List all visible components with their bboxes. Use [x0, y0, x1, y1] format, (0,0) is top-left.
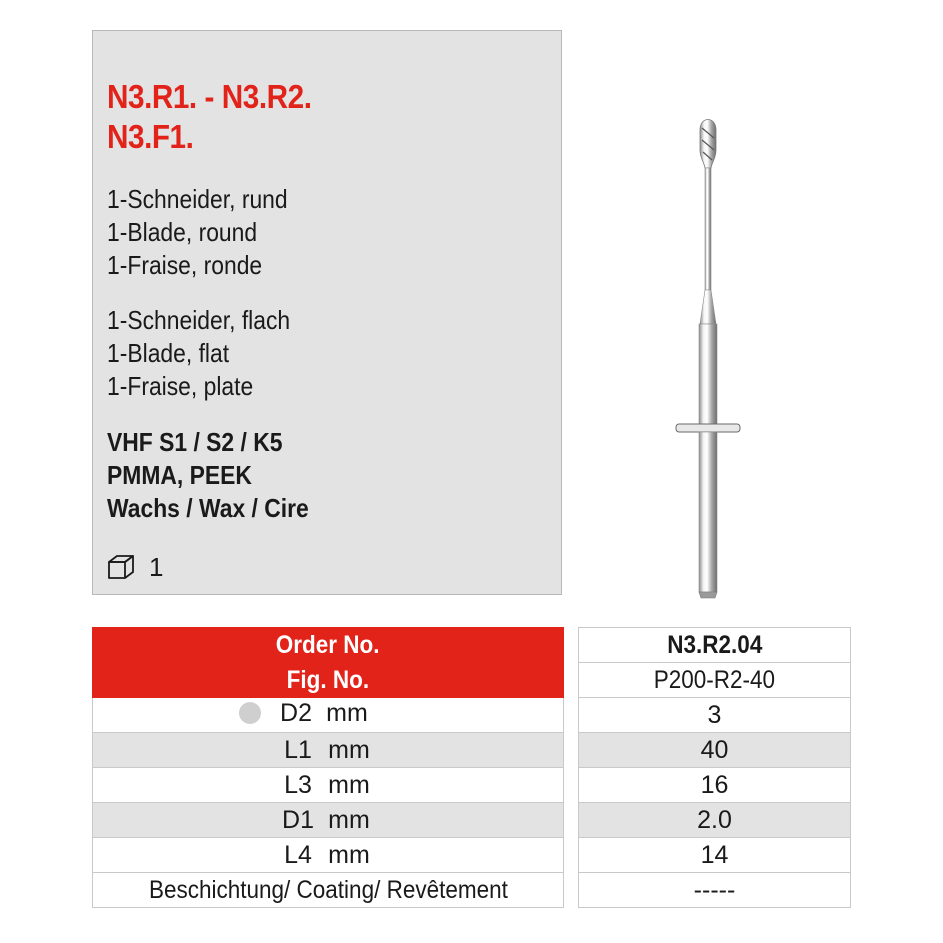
box-icon — [107, 554, 135, 580]
description-line: 1-Fraise, plate — [107, 371, 254, 401]
dimension-value: 14 — [579, 838, 851, 873]
description-line: 1-Blade, round — [107, 217, 258, 247]
table-row — [93, 768, 564, 803]
fig-no-value: P200-R2-40 — [579, 663, 851, 698]
table-row — [93, 733, 564, 768]
order-no-value: N3.R2.04 — [579, 628, 851, 663]
table-row — [93, 698, 564, 733]
description-line: 1-Schneider, rund — [107, 184, 288, 214]
material-line: PMMA, PEEK — [107, 460, 252, 490]
material-line: Wachs / Wax / Cire — [107, 493, 309, 523]
table-header-row — [93, 628, 564, 663]
package-quantity — [107, 549, 163, 585]
dimension-value: 3 — [579, 698, 851, 733]
table-row — [93, 873, 564, 908]
dimension-symbol: L1 — [284, 735, 312, 764]
package-quantity-value: 1 — [149, 551, 164, 582]
diameter-dot-icon — [239, 702, 261, 724]
milling-tool-image — [672, 110, 744, 610]
description-line: 1-Blade, flat — [107, 338, 230, 368]
dimension-unit: mm — [326, 698, 368, 727]
table-row — [93, 838, 564, 873]
dimension-unit: mm — [328, 735, 370, 764]
dimension-symbol: D1 — [282, 805, 314, 834]
dimension-symbol: D2 — [280, 698, 312, 727]
product-title-line1: N3.R1. - N3.R2. — [107, 78, 312, 115]
table-header-row — [93, 663, 564, 698]
order-no-header: Order No. — [93, 628, 564, 663]
dimension-unit: mm — [328, 805, 370, 834]
materials-list — [107, 426, 309, 525]
table-row — [93, 803, 564, 838]
dimension-value: 40 — [579, 733, 851, 768]
dimension-value: 16 — [579, 768, 851, 803]
description-round — [107, 183, 288, 282]
material-line: VHF S1 / S2 / K5 — [107, 427, 283, 457]
fig-no-header: Fig. No. — [93, 663, 564, 698]
spec-value-table — [578, 627, 851, 908]
description-flat — [107, 304, 290, 403]
description-line: 1-Fraise, ronde — [107, 250, 263, 280]
dimension-value: 2.0 — [579, 803, 851, 838]
dimension-symbol: L3 — [284, 770, 312, 799]
coating-value: ----- — [579, 873, 851, 908]
product-title-line2: N3.F1. — [107, 118, 194, 155]
product-info-panel — [92, 30, 562, 595]
description-line: 1-Schneider, flach — [107, 305, 291, 335]
spec-label-table — [92, 627, 564, 908]
coating-label: Beschichtung/ Coating/ Revêtement — [93, 873, 564, 908]
dimension-symbol: L4 — [284, 840, 312, 869]
dimension-unit: mm — [328, 770, 370, 799]
dimension-unit: mm — [328, 840, 370, 869]
